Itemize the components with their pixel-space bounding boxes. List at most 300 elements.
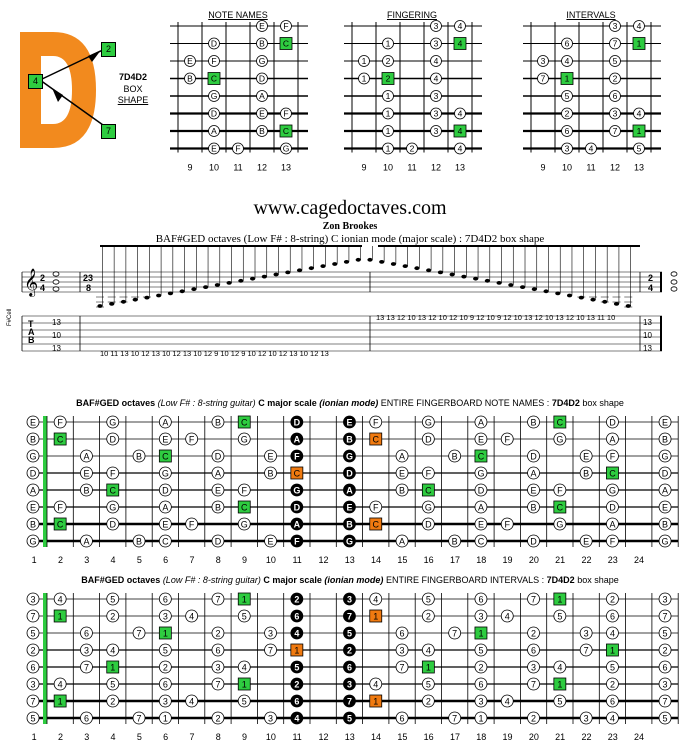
- fb-note-label: B: [530, 502, 537, 513]
- note-head: [473, 277, 478, 281]
- box-shape-interval-left: 4: [28, 74, 43, 89]
- fb-note-label: C: [556, 417, 564, 428]
- note-head: [579, 296, 584, 300]
- shape-name: 7D4D2: [118, 72, 147, 82]
- fb-fret-number: 11: [292, 732, 302, 742]
- fb-note-label: 1: [609, 645, 615, 656]
- open-string-label: G: [29, 536, 37, 547]
- note-head: [273, 273, 278, 277]
- open-string-label: B: [29, 434, 37, 445]
- subtitle: BAF#GED octaves (Low F# : 8-string) C ionian mode (major scale) : 7D4D2 box shape: [155, 233, 545, 245]
- d-shape-logo: [8, 30, 104, 150]
- fb-note-label: 1: [373, 696, 379, 707]
- note-head: [309, 266, 314, 270]
- fb-note-label: F: [188, 519, 195, 530]
- note-head: [215, 283, 220, 287]
- fb-note-label: F: [294, 536, 300, 547]
- open-string-label: 6: [30, 662, 36, 673]
- fb-note-label: 7: [531, 679, 537, 690]
- note-head: [555, 292, 560, 296]
- fb-note-label: B: [136, 536, 143, 547]
- note-label: G: [258, 56, 266, 67]
- fb-note-label: B: [399, 485, 406, 496]
- fb-note-label: D: [293, 417, 301, 428]
- fb-note-label: F: [609, 536, 616, 547]
- fb-fret-number: 13: [344, 732, 355, 742]
- fb-note-label: A: [293, 434, 301, 445]
- fretboard-note-names: [0, 410, 700, 570]
- fb-note-label: 4: [425, 645, 431, 656]
- note-head: [614, 302, 619, 306]
- note-label: D: [210, 108, 218, 119]
- fb-fret-number: 2: [57, 555, 63, 565]
- fb-fret-number: 7: [189, 555, 195, 565]
- fb-fret-number: 9: [242, 555, 248, 565]
- fb-note-label: G: [240, 434, 248, 445]
- meter-bottom: 8: [86, 283, 92, 293]
- fb-note-label: 4: [504, 611, 510, 622]
- fb-note-label: 7: [583, 645, 589, 656]
- fingering-diagram-title: FINGERING: [386, 10, 437, 20]
- note-label: 4: [457, 126, 463, 137]
- fb-note-label: B: [583, 468, 590, 479]
- fb-note-label: D: [293, 502, 301, 513]
- note-head: [379, 260, 384, 264]
- fb-note-label: 4: [294, 713, 300, 724]
- fb-note-label: 2: [294, 679, 300, 690]
- note-head: [97, 304, 102, 308]
- fb-note-label: E: [214, 485, 221, 496]
- note-label: 4: [588, 143, 594, 154]
- fb-note-label: 4: [189, 696, 195, 707]
- fb-note-label: G: [293, 485, 301, 496]
- fb-fret-number: 5: [136, 555, 142, 565]
- fb-note-label: 6: [399, 628, 405, 639]
- note-label: 6: [612, 91, 618, 102]
- note-label: 2: [385, 56, 391, 67]
- fb-note-label: 1: [162, 713, 168, 724]
- fb-note-label: 7: [346, 611, 352, 622]
- fb-fret-number: 8: [215, 732, 221, 742]
- fb-note-label: E: [477, 434, 484, 445]
- note-label: 1: [636, 126, 642, 137]
- note-label: 1: [385, 38, 391, 49]
- open-string-label: 3: [30, 594, 36, 605]
- note-label: 2: [564, 108, 570, 119]
- fb-note-label: 2: [110, 611, 116, 622]
- fb-note-label: 5: [609, 662, 615, 673]
- note-head: [426, 268, 431, 272]
- note-head: [109, 302, 114, 306]
- open-string-label: G: [29, 451, 37, 462]
- note-head: [356, 258, 361, 262]
- fb-note-label: G: [424, 417, 432, 428]
- fb-note-label: 6: [531, 645, 537, 656]
- intervals-diagram-title: INTERVALS: [566, 10, 616, 20]
- fb-note-label: F: [425, 468, 432, 479]
- note-head: [391, 262, 396, 266]
- fb-note-label: 5: [110, 679, 116, 690]
- fb-fret-number: 13: [344, 555, 355, 565]
- note-head: [133, 298, 138, 302]
- fb-note-label: F: [188, 434, 195, 445]
- fb-note-label: F: [110, 468, 116, 479]
- note-label: 4: [457, 21, 463, 32]
- note-label: F: [235, 143, 241, 154]
- tab-row-descending: 13 13 12 10 13 12 10 12 10 9 12 10 9 12 10 13 12 10 13 12 10 13 11 10: [376, 313, 616, 322]
- fb-note-label: 4: [504, 696, 510, 707]
- fb-note-label: F: [373, 417, 379, 428]
- open-string-label: A: [29, 485, 37, 496]
- fb-note-label: B: [451, 451, 458, 462]
- fret-number: 11: [407, 162, 417, 172]
- fb-note-label: 7: [531, 594, 537, 605]
- fb-note-label: D: [214, 536, 222, 547]
- fb-fret-number: 8: [215, 555, 221, 565]
- fb-note-label: 3: [531, 662, 537, 673]
- note-label: B: [187, 73, 193, 84]
- fb-note-label: 1: [425, 662, 431, 673]
- note-head: [144, 296, 149, 300]
- fb-note-label: F: [609, 451, 616, 462]
- fretboard-notes-title: BAF#GED octaves (Low F# : 8-string guitar) C major scale (ionian mode) ENTIRE FINGERBOARD NOTE NAMES : 7D4D2 box shape: [76, 398, 624, 408]
- open-string-label: 5: [30, 713, 36, 724]
- note-label: A: [211, 126, 217, 137]
- tab-end-number: 13: [643, 318, 652, 327]
- fb-note-label: A: [609, 519, 616, 530]
- fb-note-label: 2: [478, 662, 484, 673]
- time-sig-top-end: 2: [648, 273, 654, 283]
- note-label: B: [259, 126, 265, 137]
- note-label: D: [258, 73, 266, 84]
- fb-note-label: D: [477, 485, 485, 496]
- fretboard-intervals-title: BAF#GED octaves (Low F# : 8-string guitar) C major scale (ionian mode) ENTIRE FINGERBOARD INTERVALS : 7D4D2 box shape: [81, 575, 619, 585]
- note-head: [285, 271, 290, 275]
- fb-note-label: G: [424, 502, 432, 513]
- fb-note-label: 1: [557, 594, 563, 605]
- fb-note-label: 1: [557, 679, 563, 690]
- fb-note-label: A: [477, 417, 484, 428]
- fb-note-label: 3: [83, 645, 89, 656]
- note-head: [180, 289, 185, 293]
- note-head: [520, 285, 525, 289]
- fret-number: 9: [361, 162, 367, 172]
- tab-letter: T: [28, 319, 34, 329]
- fb-note-label: 5: [346, 713, 352, 724]
- fb-note-label: 4: [241, 662, 247, 673]
- chord-note: [53, 287, 59, 291]
- fb-note-label: C: [556, 502, 564, 513]
- note-label: 4: [636, 108, 642, 119]
- notation-and-tab: [0, 244, 700, 364]
- fb-note-label: B: [136, 451, 143, 462]
- fb-note-label: D: [109, 434, 116, 445]
- time-sig-top: 2: [40, 273, 46, 283]
- fb-note-label: E: [162, 434, 169, 445]
- treble-clef: 𝄞: [24, 269, 39, 296]
- fb-note-label: 1: [57, 696, 63, 707]
- fb-note-label: B: [662, 519, 669, 530]
- note-label: 1: [385, 126, 391, 137]
- note-head: [191, 287, 196, 291]
- fb-note-label: 6: [294, 611, 300, 622]
- fb-note-label: 5: [110, 594, 116, 605]
- fb-note-label: 2: [425, 611, 431, 622]
- fb-note-label: C: [56, 519, 64, 530]
- fb-note-label: 1: [241, 679, 247, 690]
- fb-note-label: D: [162, 485, 169, 496]
- fb-note-label: G: [556, 434, 564, 445]
- fb-note-label: 3: [346, 679, 352, 690]
- note-label: F: [283, 21, 289, 32]
- fb-note-label: 2: [662, 645, 668, 656]
- fb-note-label: 7: [268, 645, 274, 656]
- fb-fret-number: 3: [84, 732, 90, 742]
- fb-note-label: 6: [83, 713, 89, 724]
- fretboard-intervals: [0, 587, 700, 746]
- chord-note: [671, 272, 677, 276]
- fb-note-label: C: [372, 519, 379, 530]
- note-label: 4: [457, 143, 463, 154]
- fb-note-label: F: [557, 485, 563, 496]
- fb-note-label: C: [425, 485, 432, 496]
- fret-number: 10: [208, 162, 220, 172]
- fb-note-label: B: [346, 434, 353, 445]
- fb-fret-number: 18: [476, 555, 487, 565]
- fret-number: 10: [382, 162, 394, 172]
- open-string-label: E: [29, 502, 37, 513]
- fb-note-label: 5: [425, 679, 431, 690]
- fb-note-label: 4: [609, 628, 615, 639]
- fb-note-label: A: [162, 417, 169, 428]
- tab-start-number: 13: [52, 318, 61, 327]
- note-label: 2: [409, 143, 415, 154]
- fb-note-label: A: [477, 502, 484, 513]
- fb-note-label: G: [161, 468, 169, 479]
- fb-note-label: D: [661, 468, 669, 479]
- open-string-label: 7: [30, 611, 36, 622]
- note-label: E: [187, 56, 193, 67]
- note-names-diagram: [168, 20, 308, 172]
- nut: [43, 593, 47, 724]
- fb-note-label: 2: [531, 713, 537, 724]
- fb-note-label: 3: [583, 628, 589, 639]
- fb-note-label: 2: [531, 628, 537, 639]
- tab-end-number: 13: [643, 344, 652, 353]
- note-head: [461, 275, 466, 279]
- fb-fret-number: 3: [84, 555, 90, 565]
- fb-note-label: E: [477, 519, 484, 530]
- fb-note-label: 3: [478, 611, 484, 622]
- fb-note-label: B: [662, 434, 669, 445]
- fb-note-label: 6: [346, 662, 352, 673]
- fb-note-label: G: [477, 468, 485, 479]
- fb-fret-number: 10: [265, 555, 276, 565]
- fb-note-label: B: [346, 519, 353, 530]
- fb-note-label: 7: [452, 628, 458, 639]
- fb-note-label: B: [214, 502, 221, 513]
- intervals-diagram: [521, 20, 661, 172]
- open-string-label: 2: [30, 645, 36, 656]
- author: Zon Brookes: [322, 221, 378, 232]
- note-label: 3: [612, 108, 618, 119]
- note-label: 3: [612, 21, 618, 32]
- note-label: 1: [564, 73, 570, 84]
- fb-note-label: 6: [399, 713, 405, 724]
- fb-note-label: 7: [136, 713, 142, 724]
- fb-note-label: G: [345, 451, 353, 462]
- fb-note-label: 4: [110, 645, 116, 656]
- fb-note-label: C: [241, 417, 248, 428]
- fb-fret-number: 4: [110, 732, 116, 742]
- fb-note-label: A: [214, 468, 221, 479]
- fb-note-label: 1: [241, 594, 247, 605]
- note-label: 1: [385, 91, 391, 102]
- note-label: 1: [361, 56, 367, 67]
- fb-note-label: D: [530, 536, 537, 547]
- fb-note-label: 1: [294, 645, 300, 656]
- note-label: 7: [612, 126, 618, 137]
- fb-note-label: 4: [557, 662, 563, 673]
- fb-note-label: E: [662, 417, 669, 428]
- fb-note-label: 7: [662, 696, 668, 707]
- fb-note-label: F: [294, 451, 300, 462]
- note-label: 1: [361, 73, 367, 84]
- note-label: 4: [457, 108, 463, 119]
- fb-note-label: F: [241, 485, 247, 496]
- note-label: 1: [385, 108, 391, 119]
- fb-fret-number: 17: [449, 555, 460, 565]
- note-head: [403, 264, 408, 268]
- fb-note-label: 5: [557, 696, 563, 707]
- site-url[interactable]: www.cagedoctaves.com: [253, 197, 447, 219]
- tab-letter: B: [28, 335, 35, 345]
- fb-note-label: 3: [478, 696, 484, 707]
- fret-number: 9: [540, 162, 546, 172]
- fb-note-label: 7: [215, 594, 221, 605]
- fb-note-label: C: [162, 451, 169, 462]
- fret-number: 13: [280, 162, 292, 172]
- fb-note-label: B: [530, 417, 537, 428]
- fb-note-label: D: [425, 434, 432, 445]
- fb-note-label: 7: [399, 662, 405, 673]
- fb-fret-number: 6: [163, 732, 169, 742]
- fb-note-label: 4: [373, 679, 379, 690]
- note-label: C: [210, 73, 218, 84]
- fb-fret-number: 16: [423, 555, 434, 565]
- box-shape-interval-top: 2: [101, 42, 116, 57]
- box-shape-interval-bottom: 7: [101, 124, 116, 139]
- note-head: [485, 279, 490, 283]
- chord-note: [671, 287, 677, 291]
- open-string-label: 5: [30, 628, 36, 639]
- fb-fret-number: 6: [163, 555, 169, 565]
- fb-fret-number: 15: [397, 732, 408, 742]
- fb-note-label: G: [345, 536, 353, 547]
- tab-start-number: 13: [52, 344, 61, 353]
- fb-note-label: 4: [294, 628, 300, 639]
- fb-note-label: 6: [162, 679, 168, 690]
- fb-note-label: D: [609, 417, 616, 428]
- time-sig-bottom-end: 4: [648, 283, 654, 293]
- note-head: [297, 268, 302, 272]
- fb-note-label: A: [162, 502, 169, 513]
- fb-fret-number: 14: [371, 732, 382, 742]
- fb-note-label: E: [267, 536, 274, 547]
- note-head: [227, 281, 232, 285]
- note-label: G: [210, 91, 218, 102]
- fb-note-label: 5: [346, 628, 352, 639]
- tab-row-ascending: 10 11 13 10 12 13 10 12 13 10 12 9 10 12 9 10 12 10 12 13 10 12 13: [100, 349, 329, 358]
- fb-note-label: G: [556, 519, 564, 530]
- fb-note-label: 1: [110, 662, 116, 673]
- note-head: [497, 281, 502, 285]
- note-head: [344, 260, 349, 264]
- fb-note-label: G: [109, 417, 117, 428]
- fb-note-label: 2: [162, 662, 168, 673]
- fb-note-label: 1: [162, 628, 168, 639]
- note-label: F: [211, 56, 217, 67]
- fb-fret-number: 12: [318, 732, 329, 742]
- shape-caption-shape: SHAPE: [117, 95, 149, 105]
- fb-note-label: F: [504, 434, 510, 445]
- fb-note-label: 3: [268, 713, 274, 724]
- note-label: 7: [540, 73, 546, 84]
- fb-note-label: C: [477, 451, 485, 462]
- fb-note-label: 4: [189, 611, 195, 622]
- shape-caption-box: BOX: [123, 84, 143, 94]
- fb-note-label: 3: [162, 696, 168, 707]
- fb-fret-number: 24: [634, 732, 645, 742]
- fb-fret-number: 21: [555, 555, 566, 565]
- fb-note-label: 3: [268, 628, 274, 639]
- note-head: [238, 279, 243, 283]
- fb-note-label: C: [293, 468, 301, 479]
- open-string-label: 7: [30, 696, 36, 707]
- fb-fret-number: 4: [110, 555, 116, 565]
- fb-note-label: 2: [215, 628, 221, 639]
- fb-note-label: E: [583, 451, 590, 462]
- fb-note-label: 7: [136, 628, 142, 639]
- fb-note-label: A: [399, 451, 406, 462]
- fret-number: 12: [256, 162, 268, 172]
- note-label: C: [282, 126, 290, 137]
- fb-note-label: A: [293, 519, 301, 530]
- fb-note-label: 6: [215, 645, 221, 656]
- fb-fret-number: 19: [502, 732, 513, 742]
- open-string-label: D: [29, 468, 37, 479]
- note-label: E: [259, 108, 265, 119]
- fb-note-label: E: [662, 502, 669, 513]
- fb-note-label: C: [609, 468, 616, 479]
- fb-note-label: D: [609, 502, 616, 513]
- note-head: [168, 292, 173, 296]
- fb-note-label: E: [399, 468, 406, 479]
- note-label: 6: [564, 126, 570, 137]
- tab-end-number: 10: [643, 331, 652, 340]
- note-label: 4: [564, 56, 570, 67]
- note-label: G: [282, 143, 290, 154]
- fb-note-label: 2: [609, 679, 615, 690]
- tab-start-number: 10: [52, 331, 61, 340]
- fb-note-label: 7: [83, 662, 89, 673]
- fb-note-label: E: [346, 417, 353, 428]
- fb-fret-number: 2: [57, 732, 63, 742]
- note-label: E: [259, 21, 265, 32]
- fb-note-label: B: [83, 485, 90, 496]
- fb-note-label: 7: [662, 611, 668, 622]
- note-head: [543, 289, 548, 293]
